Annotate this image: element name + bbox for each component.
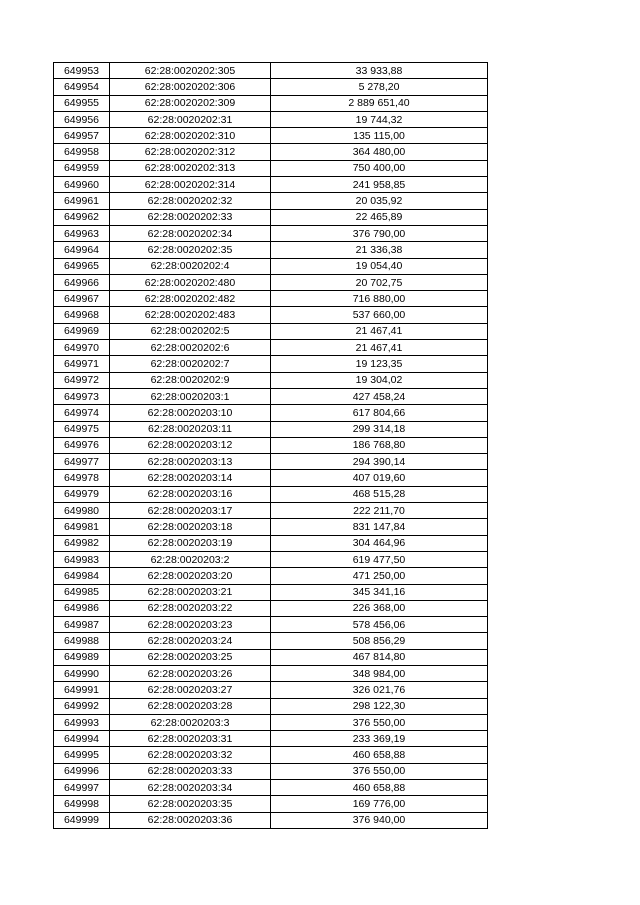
- value-cell: 21 467,41: [271, 340, 488, 356]
- cadastral-number-cell: 62:28:0020203:11: [110, 421, 271, 437]
- row-number-cell: 649983: [54, 551, 110, 567]
- cadastral-number-cell: 62:28:0020203:16: [110, 486, 271, 502]
- value-cell: 468 515,28: [271, 486, 488, 502]
- row-number-cell: 649965: [54, 258, 110, 274]
- value-cell: 376 550,00: [271, 714, 488, 730]
- table-row: [54, 388, 488, 404]
- value-cell: 304 464,96: [271, 535, 488, 551]
- value-cell: 33 933,88: [271, 63, 488, 79]
- value-cell: 169 776,00: [271, 796, 488, 812]
- row-number-cell: 649988: [54, 633, 110, 649]
- value-cell: 135 115,00: [271, 128, 488, 144]
- cadastral-number-cell: 62:28:0020203:33: [110, 763, 271, 779]
- row-number-cell: 649970: [54, 340, 110, 356]
- row-number-cell: 649973: [54, 388, 110, 404]
- value-cell: 21 336,38: [271, 242, 488, 258]
- table-row: [54, 812, 488, 828]
- cadastral-number-cell: 62:28:0020202:9: [110, 372, 271, 388]
- cadastral-number-cell: 62:28:0020202:32: [110, 193, 271, 209]
- row-number-cell: 649994: [54, 731, 110, 747]
- row-number-cell: 649961: [54, 193, 110, 209]
- table-row: [54, 633, 488, 649]
- cadastral-number-cell: 62:28:0020202:306: [110, 79, 271, 95]
- table-row: [54, 600, 488, 616]
- row-number-cell: 649996: [54, 763, 110, 779]
- table-row: [54, 454, 488, 470]
- row-number-cell: 649984: [54, 568, 110, 584]
- table-row: [54, 160, 488, 176]
- row-number-cell: 649967: [54, 291, 110, 307]
- table-row: [54, 63, 488, 79]
- cadastral-number-cell: 62:28:0020203:31: [110, 731, 271, 747]
- row-number-cell: 649986: [54, 600, 110, 616]
- table-row: [54, 258, 488, 274]
- cadastral-number-cell: 62:28:0020203:3: [110, 714, 271, 730]
- row-number-cell: 649992: [54, 698, 110, 714]
- value-cell: 617 804,66: [271, 405, 488, 421]
- cadastral-number-cell: 62:28:0020202:314: [110, 177, 271, 193]
- cadastral-number-cell: 62:28:0020203:2: [110, 551, 271, 567]
- value-cell: 21 467,41: [271, 323, 488, 339]
- value-cell: 831 147,84: [271, 519, 488, 535]
- table-row: [54, 519, 488, 535]
- cadastral-number-cell: 62:28:0020203:22: [110, 600, 271, 616]
- table-row: [54, 731, 488, 747]
- cadastral-number-cell: 62:28:0020203:27: [110, 682, 271, 698]
- cadastral-number-cell: 62:28:0020203:19: [110, 535, 271, 551]
- cadastral-number-cell: 62:28:0020202:313: [110, 160, 271, 176]
- cadastral-number-cell: 62:28:0020202:33: [110, 209, 271, 225]
- cadastral-number-cell: 62:28:0020203:18: [110, 519, 271, 535]
- value-cell: 326 021,76: [271, 682, 488, 698]
- cadastral-number-cell: 62:28:0020203:28: [110, 698, 271, 714]
- value-cell: 364 480,00: [271, 144, 488, 160]
- cadastral-number-cell: 62:28:0020203:14: [110, 470, 271, 486]
- value-cell: 19 744,32: [271, 111, 488, 127]
- value-cell: 471 250,00: [271, 568, 488, 584]
- row-number-cell: 649969: [54, 323, 110, 339]
- table-row: [54, 470, 488, 486]
- row-number-cell: 649989: [54, 649, 110, 665]
- value-cell: 222 211,70: [271, 503, 488, 519]
- row-number-cell: 649974: [54, 405, 110, 421]
- cadastral-number-cell: 62:28:0020202:5: [110, 323, 271, 339]
- value-cell: 348 984,00: [271, 665, 488, 681]
- table-row: [54, 486, 488, 502]
- table-row: [54, 111, 488, 127]
- row-number-cell: 649960: [54, 177, 110, 193]
- value-cell: 19 054,40: [271, 258, 488, 274]
- row-number-cell: 649985: [54, 584, 110, 600]
- value-cell: 22 465,89: [271, 209, 488, 225]
- row-number-cell: 649991: [54, 682, 110, 698]
- cadastral-number-cell: 62:28:0020202:480: [110, 274, 271, 290]
- row-number-cell: 649982: [54, 535, 110, 551]
- row-number-cell: 649956: [54, 111, 110, 127]
- row-number-cell: 649999: [54, 812, 110, 828]
- cadastral-number-cell: 62:28:0020203:10: [110, 405, 271, 421]
- value-cell: 20 035,92: [271, 193, 488, 209]
- cadastral-number-cell: 62:28:0020202:7: [110, 356, 271, 372]
- row-number-cell: 649981: [54, 519, 110, 535]
- row-number-cell: 649963: [54, 225, 110, 241]
- value-cell: 619 477,50: [271, 551, 488, 567]
- table-row: [54, 551, 488, 567]
- value-cell: 20 702,75: [271, 274, 488, 290]
- row-number-cell: 649962: [54, 209, 110, 225]
- cadastral-number-cell: 62:28:0020202:305: [110, 63, 271, 79]
- table-row: [54, 584, 488, 600]
- cadastral-number-cell: 62:28:0020202:310: [110, 128, 271, 144]
- value-cell: 750 400,00: [271, 160, 488, 176]
- table-row: [54, 177, 488, 193]
- value-cell: 233 369,19: [271, 731, 488, 747]
- value-cell: 19 123,35: [271, 356, 488, 372]
- row-number-cell: 649971: [54, 356, 110, 372]
- row-number-cell: 649958: [54, 144, 110, 160]
- value-cell: 508 856,29: [271, 633, 488, 649]
- cadastral-number-cell: 62:28:0020203:32: [110, 747, 271, 763]
- value-cell: 537 660,00: [271, 307, 488, 323]
- row-number-cell: 649993: [54, 714, 110, 730]
- cadastral-number-cell: 62:28:0020203:36: [110, 812, 271, 828]
- table-row: [54, 128, 488, 144]
- cadastral-number-cell: 62:28:0020202:482: [110, 291, 271, 307]
- table-row: [54, 698, 488, 714]
- row-number-cell: 649998: [54, 796, 110, 812]
- table-row: [54, 568, 488, 584]
- cadastral-number-cell: 62:28:0020203:24: [110, 633, 271, 649]
- cadastral-number-cell: 62:28:0020202:31: [110, 111, 271, 127]
- table-row: [54, 535, 488, 551]
- table-row: [54, 405, 488, 421]
- table-row: [54, 780, 488, 796]
- value-cell: 299 314,18: [271, 421, 488, 437]
- value-cell: 407 019,60: [271, 470, 488, 486]
- table-row: [54, 307, 488, 323]
- table-row: [54, 796, 488, 812]
- table-row: [54, 340, 488, 356]
- table-row: [54, 747, 488, 763]
- value-cell: 376 940,00: [271, 812, 488, 828]
- data-table: [53, 62, 488, 829]
- table-row: [54, 144, 488, 160]
- table-row: [54, 193, 488, 209]
- table-row: [54, 649, 488, 665]
- cadastral-number-cell: 62:28:0020202:4: [110, 258, 271, 274]
- row-number-cell: 649980: [54, 503, 110, 519]
- row-number-cell: 649977: [54, 454, 110, 470]
- row-number-cell: 649978: [54, 470, 110, 486]
- table-row: [54, 242, 488, 258]
- row-number-cell: 649964: [54, 242, 110, 258]
- table-row: [54, 763, 488, 779]
- table-row: [54, 225, 488, 241]
- value-cell: 186 768,80: [271, 437, 488, 453]
- value-cell: 427 458,24: [271, 388, 488, 404]
- table-row: [54, 437, 488, 453]
- value-cell: 2 889 651,40: [271, 95, 488, 111]
- table-row: [54, 421, 488, 437]
- value-cell: 460 658,88: [271, 780, 488, 796]
- value-cell: 298 122,30: [271, 698, 488, 714]
- row-number-cell: 649972: [54, 372, 110, 388]
- value-cell: 376 790,00: [271, 225, 488, 241]
- cadastral-number-cell: 62:28:0020203:12: [110, 437, 271, 453]
- row-number-cell: 649953: [54, 63, 110, 79]
- cadastral-number-cell: 62:28:0020203:34: [110, 780, 271, 796]
- row-number-cell: 649997: [54, 780, 110, 796]
- row-number-cell: 649968: [54, 307, 110, 323]
- value-cell: 5 278,20: [271, 79, 488, 95]
- value-cell: 19 304,02: [271, 372, 488, 388]
- row-number-cell: 649966: [54, 274, 110, 290]
- value-cell: 716 880,00: [271, 291, 488, 307]
- table-row: [54, 617, 488, 633]
- value-cell: 578 456,06: [271, 617, 488, 633]
- value-cell: 294 390,14: [271, 454, 488, 470]
- cadastral-number-cell: 62:28:0020203:13: [110, 454, 271, 470]
- table-row: [54, 714, 488, 730]
- cadastral-number-cell: 62:28:0020202:483: [110, 307, 271, 323]
- row-number-cell: 649954: [54, 79, 110, 95]
- table-row: [54, 356, 488, 372]
- cadastral-number-cell: 62:28:0020203:25: [110, 649, 271, 665]
- cadastral-number-cell: 62:28:0020202:35: [110, 242, 271, 258]
- value-cell: 345 341,16: [271, 584, 488, 600]
- row-number-cell: 649957: [54, 128, 110, 144]
- table-row: [54, 665, 488, 681]
- cadastral-number-cell: 62:28:0020203:17: [110, 503, 271, 519]
- value-cell: 460 658,88: [271, 747, 488, 763]
- row-number-cell: 649976: [54, 437, 110, 453]
- table-row: [54, 79, 488, 95]
- row-number-cell: 649987: [54, 617, 110, 633]
- row-number-cell: 649979: [54, 486, 110, 502]
- table-row: [54, 682, 488, 698]
- cadastral-number-cell: 62:28:0020203:21: [110, 584, 271, 600]
- cadastral-number-cell: 62:28:0020203:20: [110, 568, 271, 584]
- table-row: [54, 274, 488, 290]
- value-cell: 376 550,00: [271, 763, 488, 779]
- table-row: [54, 323, 488, 339]
- row-number-cell: 649990: [54, 665, 110, 681]
- table-body: [54, 63, 488, 829]
- cadastral-number-cell: 62:28:0020203:23: [110, 617, 271, 633]
- cadastral-number-cell: 62:28:0020203:35: [110, 796, 271, 812]
- table-row: [54, 291, 488, 307]
- cadastral-number-cell: 62:28:0020202:309: [110, 95, 271, 111]
- table-row: [54, 372, 488, 388]
- cadastral-number-cell: 62:28:0020202:34: [110, 225, 271, 241]
- table-row: [54, 503, 488, 519]
- row-number-cell: 649955: [54, 95, 110, 111]
- cadastral-number-cell: 62:28:0020203:1: [110, 388, 271, 404]
- cadastral-number-cell: 62:28:0020202:312: [110, 144, 271, 160]
- cadastral-number-cell: 62:28:0020202:6: [110, 340, 271, 356]
- table-row: [54, 209, 488, 225]
- table-row: [54, 95, 488, 111]
- cadastral-number-cell: 62:28:0020203:26: [110, 665, 271, 681]
- value-cell: 467 814,80: [271, 649, 488, 665]
- row-number-cell: 649975: [54, 421, 110, 437]
- value-cell: 226 368,00: [271, 600, 488, 616]
- value-cell: 241 958,85: [271, 177, 488, 193]
- row-number-cell: 649995: [54, 747, 110, 763]
- row-number-cell: 649959: [54, 160, 110, 176]
